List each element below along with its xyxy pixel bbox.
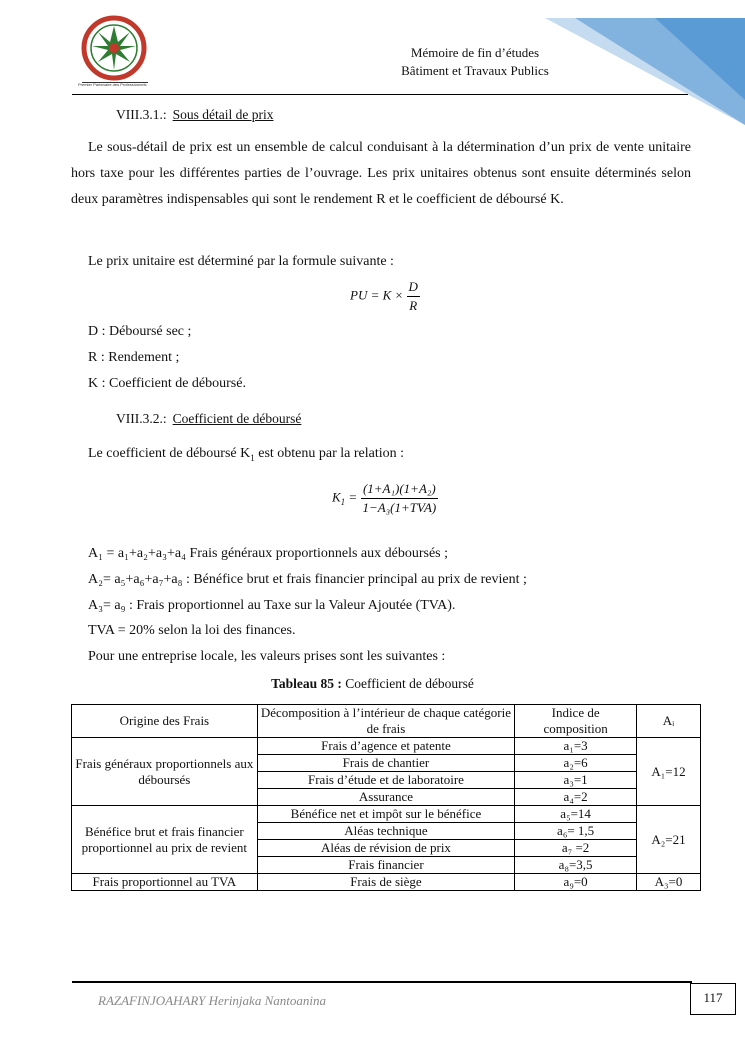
section-title: Coefficient de déboursé [172,411,302,426]
index-cell: a₅=14 [515,806,637,823]
caption-text: Coefficient de déboursé [341,676,474,691]
header-cell: Indice de composition [515,705,637,738]
intro-subscript: 1 [250,452,255,463]
paragraph-coefficient-intro [88,445,404,467]
header-line-2: Bâtiment et Travaux Publics [401,63,549,78]
k1-fraction [360,481,438,516]
item-cell: Frais de chantier [257,755,515,772]
index-cell: a₈=3,5 [515,857,637,874]
footer-rule [72,981,692,983]
k1-denominator: 1−A₃(1+TVA) [362,500,437,515]
section-number: VIII.3.2.: [116,411,167,426]
table-header-row [72,705,701,738]
a-cell: A₃=0 [637,874,701,891]
paragraph-sous-detail: Le sous-détail de prix est un ensemble de calcul conduisant à la détermination d’un prix de vente unitaire hors taxe pour les différentes parties de l’ouvrage. Les prix unitaires obtenus sont ensuite déterminés selon deux paramètres indispensables qui sont le rendement R et le coefficient de déboursé K. [71,140,691,207]
definition-a1: A₁ = a₁+a₂+a₃+a₄ Frais généraux proportionnels aux déboursés ; [88,546,449,561]
index-cell: a₁=3 [515,738,637,755]
origin-cell: Frais proportionnel au TVA [72,874,258,891]
a-cell: A₂=21 [637,806,701,874]
index-cell: a₇ =2 [515,840,637,857]
index-cell: a₆= 1,5 [515,823,637,840]
formula-numerator: D [407,279,420,297]
item-cell: Aléas technique [257,823,515,840]
intro-text-a: Le coefficient de déboursé K [88,446,251,461]
header-line-1: Mémoire de fin d’études [410,45,540,60]
item-cell: Aléas de révision de prix [257,840,515,857]
index-cell: a₄=2 [515,789,637,806]
paragraph-formula-intro: Le prix unitaire est déterminé par la formule suivante : [88,254,394,269]
section-number: VIII.3.1.: [116,107,167,122]
table-row [72,738,701,755]
a-cell: A₁=12 [637,738,701,806]
section-heading-1 [116,107,274,123]
formula-denominator: R [409,298,418,313]
origin-cell: Bénéfice brut et frais financier proportionnel au prix de revient [72,806,258,874]
section-heading-2 [116,411,301,427]
k1-subscript: 1 [340,497,346,508]
footer-author: RAZAFINJOAHARY Herinjaka Nantoanina [98,993,326,1008]
k1-eq: = [345,489,358,505]
logo-caption: Premier Partenaire des Professionnels [78,82,147,87]
item-cell: Frais financier [257,857,515,874]
index-cell: a₃=1 [515,772,637,789]
table-row [72,806,701,823]
paragraph-local-values: Pour une entreprise locale, les valeurs prises sont les suivantes : [88,649,446,664]
corner-decoration [545,0,745,125]
header-cell: Aᵢ [637,705,701,738]
coefficient-table [71,704,701,891]
table-row [72,874,701,891]
definition-a3: A₃= a₉ : Frais proportionnel au Taxe sur la Valeur Ajoutée (TVA). [88,598,456,613]
index-cell: a₉=0 [515,874,637,891]
university-logo [78,12,156,92]
item-cell: Frais de siège [257,874,515,891]
intro-text-b: est obtenu par la relation : [254,446,405,461]
section-title: Sous détail de prix [172,107,274,122]
formula-lhs: PU = K × [350,287,404,303]
definition-r: R : Rendement ; [88,350,180,365]
definition-k: K : Coefficient de déboursé. [88,376,246,391]
header-cell: Origine des Frais [72,705,258,738]
definition-a2: A₂= a₅+a₆+a₇+a₈ : Bénéfice brut et frais financier principal au prix de revient ; [88,572,527,587]
k1-lhs: K [332,489,341,505]
item-cell: Assurance [257,789,515,806]
index-cell: a₂=6 [515,755,637,772]
logo-icon [78,12,156,92]
formula-fraction [407,279,420,314]
definition-tva: TVA = 20% selon la loi des finances. [88,623,296,638]
item-cell: Frais d’étude et de laboratoire [257,772,515,789]
item-cell: Bénéfice net et impôt sur le bénéfice [257,806,515,823]
caption-label: Tableau 85 : [271,676,342,691]
table-caption [0,676,745,692]
origin-cell: Frais généraux proportionnels aux déboursés [72,738,258,806]
formula-pu [350,279,420,314]
definition-d: D : Déboursé sec ; [88,324,192,339]
item-cell: Frais d’agence et patente [257,738,515,755]
page-number: 117 [690,983,736,1015]
header-cell: Décomposition à l’intérieur de chaque catégorie de frais [257,705,515,738]
header-rule [72,94,688,95]
formula-k1 [332,481,438,516]
k1-numerator: (1+A₁)(1+A₂) [361,481,438,499]
header-title [380,44,570,80]
